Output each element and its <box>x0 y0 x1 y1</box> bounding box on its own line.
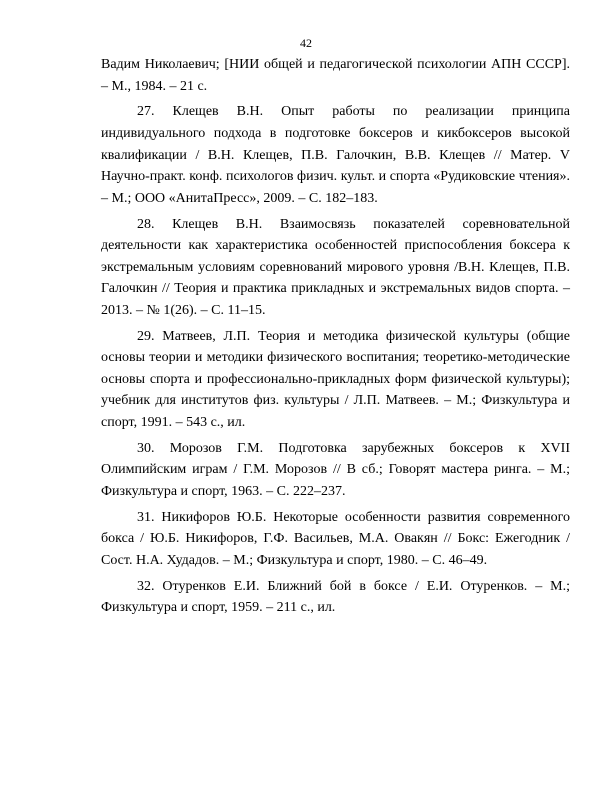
reference-list <box>101 54 570 619</box>
reference-27: 27. Клещев В.Н. Опыт работы по реализации принципа индивидуального подхода в подготовке боксеров и кикбоксеров высокой квалификации / В.Н. Клещев, П.В. Галочкин, В.В. Клещев // Матер. V Научно-практ. конф. психологов физич. культ. и спорта «Рудиковские чтения». – М.; ООО «АнитаПресс», 2009. – С. 182–183. <box>101 104 570 206</box>
reference-29: 29. Матвеев, Л.П. Теория и методика физической культуры (общие основы теории и методики физического воспитания; теоретико-методические основы спорта и профессионально-прикладных форм физической культуры); учебник для институтов физ. культуры / Л.П. Матвеев. – М.; Физкультура и спорт, 1991. – 543 с., ил. <box>101 328 570 431</box>
reference-32: 32. Отуренков Е.И. Ближний бой в боксе / Е.И. Отуренков. – М.; Физкультура и спорт, 1959. – 211 с., ил. <box>101 578 570 616</box>
page-number: 42 <box>300 36 312 50</box>
reference-continuation: Вадим Николаевич; [НИИ общей и педагогической психологии АПН СССР]. – М., 1984. – 21 с. <box>101 57 570 94</box>
reference-28: 28. Клещев В.Н. Взаимосвязь показателей соревновательной деятельности как характеристика особенностей приспособления боксера к экстремальным условиям соревнований мирового уровня /В.Н. Клещев, П.В. Галочкин // Теория и практика прикладных и экстремальных видов спорта. – 2013. – № 1(26). – С. 11–15. <box>101 216 570 318</box>
reference-30: 30. Морозов Г.М. Подготовка зарубежных боксеров к XVII Олимпийским играм / Г.М. Морозов // В сб.; Говорят мастера ринга. – М.; Физкультура и спорт, 1963. – С. 222–237. <box>101 440 570 500</box>
reference-31: 31. Никифоров Ю.Б. Некоторые особенности развития современного бокса / Ю.Б. Никифоров, Г.Ф. Васильев, М.А. Овакян // Бокс: Ежегодник / Сост. Н.А. Худадов. – М.; Физкультура и спорт, 1980. – С. 46–49. <box>101 509 570 568</box>
